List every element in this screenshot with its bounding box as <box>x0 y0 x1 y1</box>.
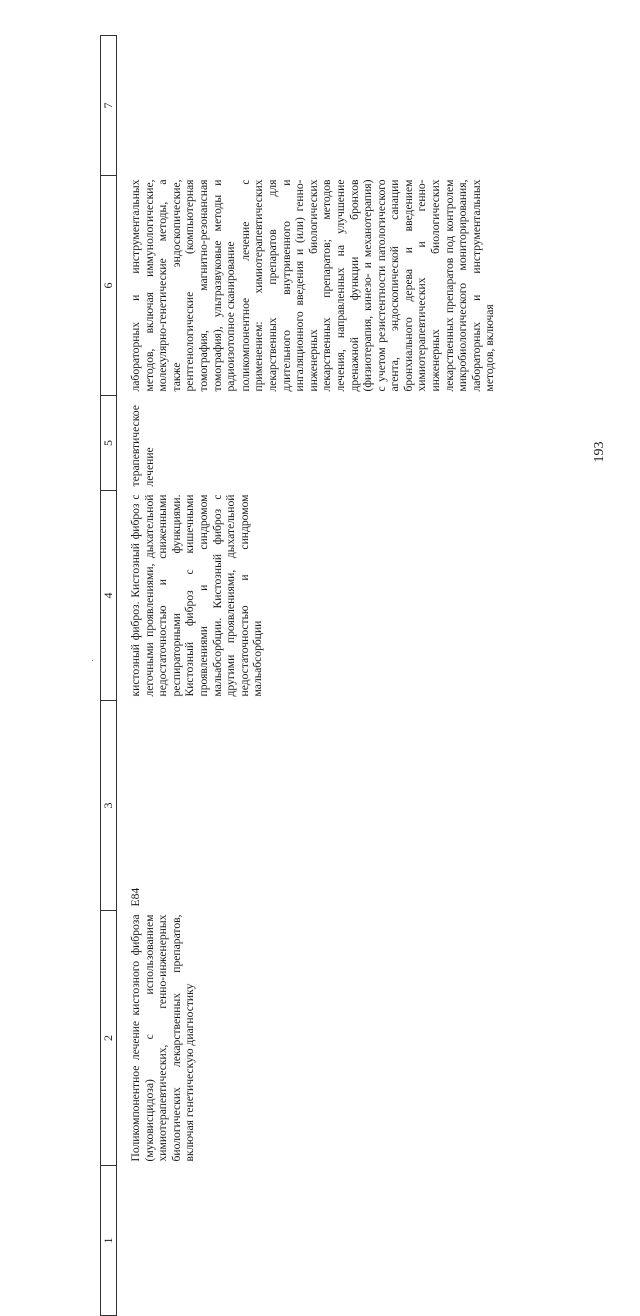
cell-col7 <box>117 36 498 176</box>
column-number-row <box>101 36 117 1316</box>
column-number-2: 2 <box>101 911 117 1166</box>
scan-speck <box>92 660 93 661</box>
column-number-3: 3 <box>101 701 117 911</box>
cell-col1 <box>117 1166 498 1316</box>
cell-treatment-name: Поликомпонентное лечение кистозного фиброза (муковисцидоза) с использованием химиотерапевтических, генно-инженерных биологических лекарственных препаратов, включая генетическую диагностику <box>129 914 197 1162</box>
column-number-1: 1 <box>101 1166 117 1316</box>
cell-treatment-method <box>117 176 498 396</box>
cell-treatment-type: терапевтическое лечение <box>129 405 156 487</box>
cell-diagnosis: кистозный фиброз. Кистозный фиброз с легочными проявлениями, дыхательной недостаточностью и сниженными респираторными функциями. Кистозный фиброз с кишечными проявлениями и синдромом мальабсорбции. Кистозный фиброз с другими проявлениями, дыхательной недостаточностью и синдромом мальабсорбции <box>129 494 265 697</box>
column-number-6: 6 <box>101 176 117 396</box>
page-number: 193 <box>592 441 607 463</box>
rotated-table-sheet <box>100 36 580 1316</box>
method-continuation-block: лабораторных и инструментальных методов, включая иммунологические, молекулярно-генетические методы, а также эндоскопические, рентгенологические (компьютерная томография, магнитно-резонансная томография), ультразвуковые методы и радиоизотопное сканирование <box>129 179 238 392</box>
method-description-block: поликомпонентное лечение с применением: химиотерапевтических лекарственных препаратов для длительного внутривенного и ингаляционного введения и (или) генно-инженерных биологических лекарственных препаратов; методов лечения, направленных на улучшение дренажной функции бронхов (физиотерапия, кинезо- и механотерапия) с учетом резистентности патологического агента, эндоскопической санации бронхиального дерева и введением химиотерапевтических и генно-инженерных биологических лекарственных препаратов под контролем микробиологического мониторирования, лабораторных и инструментальных методов, включая <box>238 179 497 392</box>
column-number-5: 5 <box>101 396 117 491</box>
medical-care-table <box>100 35 497 1316</box>
column-number-7: 7 <box>101 36 117 176</box>
cell-icd-code: E84 <box>129 887 142 907</box>
table-row <box>117 36 498 1316</box>
column-number-4: 4 <box>101 491 117 701</box>
